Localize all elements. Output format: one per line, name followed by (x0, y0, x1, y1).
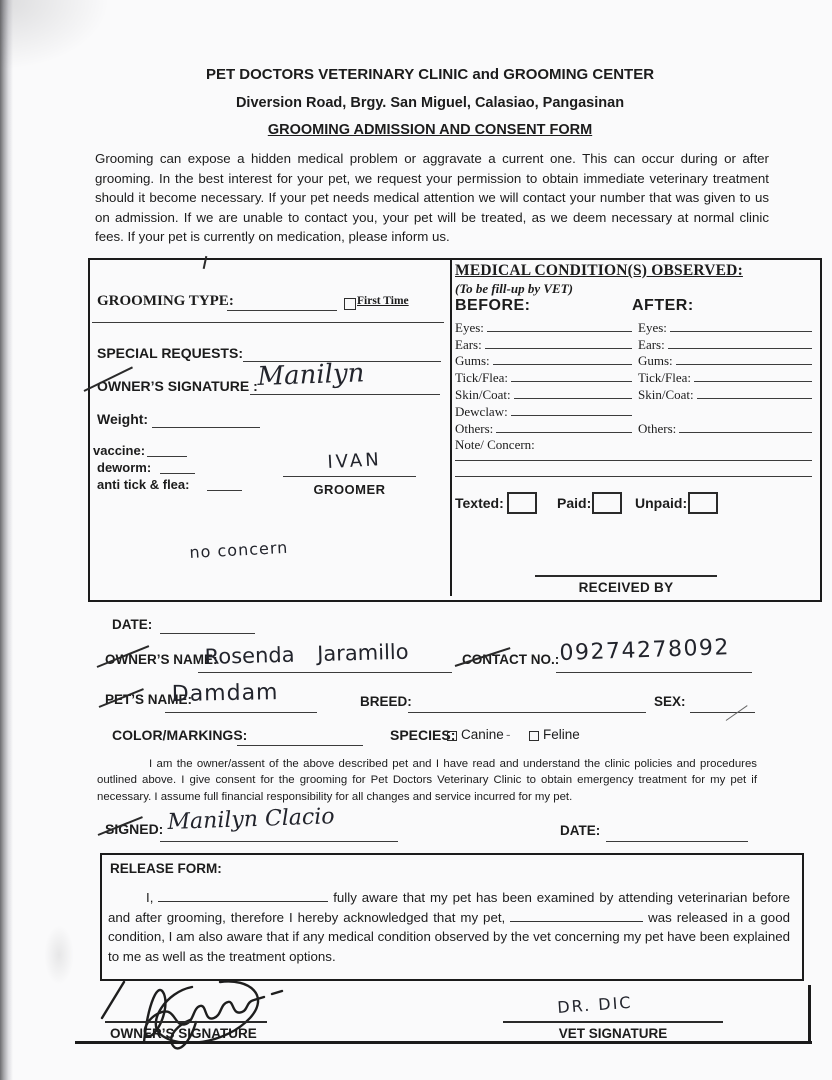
special-requests-label: SPECIAL REQUESTS: (97, 345, 243, 361)
medical-field-row (455, 317, 632, 334)
groomer-label: GROOMER (313, 482, 386, 497)
note-line-2 (455, 476, 812, 477)
unpaid-label: Unpaid: (635, 495, 688, 511)
first-time-checkbox (344, 298, 356, 310)
breed-line (408, 712, 646, 713)
signed-line (160, 841, 398, 842)
feline-checkbox (529, 731, 539, 741)
pet-name-handwriting: Damdam (171, 680, 279, 707)
box-divider-line (450, 260, 452, 596)
field-line (514, 398, 632, 399)
species-canine-label: Canine (461, 727, 504, 742)
medical-field-row (455, 384, 632, 401)
medical-field-label: Ears: (455, 336, 482, 352)
date-line (160, 633, 255, 634)
medical-field-label: Eyes: (638, 319, 667, 335)
date-label: DATE: (112, 617, 153, 632)
canine-checkbox (447, 731, 457, 741)
medical-field-row (455, 367, 632, 384)
medical-title: MEDICAL CONDITION(S) OBSERVED: (455, 262, 743, 279)
before-fields-column (455, 317, 632, 451)
pet-name-line (165, 712, 317, 713)
groomer-line (283, 476, 416, 477)
field-line (493, 364, 632, 365)
medical-field-row (638, 418, 812, 435)
note-concern-label: Note/ Concern: (455, 437, 535, 453)
before-label: BEFORE: (455, 297, 531, 314)
signed-label: SIGNED: (105, 821, 164, 837)
field-line (485, 348, 632, 349)
note-line-1 (455, 460, 812, 461)
field-line (670, 331, 812, 332)
vet-signature-line (503, 1021, 723, 1023)
paid-label: Paid: (557, 495, 592, 511)
grooming-type-line (227, 310, 337, 311)
field-line (511, 381, 632, 382)
deworm-label: deworm: (97, 460, 152, 475)
grooming-extra-line (92, 322, 444, 323)
deworm-line (160, 473, 195, 474)
vaccine-label: vaccine: (93, 443, 146, 458)
pen-mark (726, 705, 748, 721)
owner-name-line (198, 672, 452, 673)
release-text-3: was released in a good condition, I am also aware that if any medical condition observed by the vet concerning my pet have been explained to me as well as the treatment options. (108, 909, 790, 964)
vet-signature-handwriting: DR. DIC (556, 992, 634, 1017)
empty-row (638, 401, 812, 418)
scan-smudge (44, 925, 74, 985)
consent-paragraph: I am the owner/assent of the above described pet and I have read and understand the clinic policies and procedures outlined above. I give consent for the grooming for Pet Doctors Veterinary Clinic to obtain emergency treatment for my pet if necessary. I assume full financial responsibility for all changes and service incurred for my pet. (97, 758, 757, 803)
field-line (496, 432, 632, 433)
release-title: RELEASE FORM: (110, 861, 222, 876)
species-label: SPECIES: (390, 727, 456, 743)
medical-field-label: Gums: (638, 353, 673, 369)
clinic-address: Diversion Road, Brgy. San Miguel, Calasiao, Pangasinan (235, 95, 625, 111)
intro-paragraph: Grooming can expose a hidden medical problem or aggravate a current one. This can occur during or after grooming. In the best interest for your pet, we request your permission to obtain immediate veterinary treatment should it become necessary. If your pet needs medical attention we will contact your number that was given to us on admission. If we are unable to contact you, your pet will be treated, as we deem necessary at normal clinic fees. If your pet is currently on medication, please inform us. (95, 151, 769, 245)
note-concern-row (455, 435, 632, 452)
bottom-rule-riser (808, 985, 811, 1043)
medical-field-label: Eyes: (455, 319, 484, 335)
field-line (511, 415, 632, 416)
form-title: GROOMING ADMISSION AND CONSENT FORM (267, 122, 593, 138)
texted-checkbox (507, 492, 537, 514)
pet-name-label: PET’S NAME: (105, 692, 193, 707)
medical-field-label: Skin/Coat: (638, 386, 694, 402)
owner-name-label: OWNER’S NAME: (105, 652, 218, 667)
bottom-rule-line (75, 1041, 812, 1044)
owner-signature-field-line (250, 394, 440, 395)
vaccine-line (147, 456, 187, 457)
medical-field-label: Tick/Flea: (638, 370, 691, 386)
release-blank-name (158, 888, 328, 902)
field-line (694, 381, 812, 382)
groomer-name-handwriting: IVAN (326, 449, 383, 473)
medical-field-label: Others: (638, 420, 677, 436)
medical-field-label: Skin/Coat: (455, 386, 511, 402)
medical-field-row (455, 334, 632, 351)
sex-label: SEX: (654, 694, 686, 709)
color-markings-label: COLOR/MARKINGS: (112, 727, 248, 743)
received-by-label: RECEIVED BY (578, 580, 674, 595)
release-blank-pet (510, 908, 643, 922)
weight-line (152, 427, 260, 428)
grooming-type-label: GROOMING TYPE: (97, 293, 234, 309)
breed-label: BREED: (360, 694, 412, 709)
contact-label: CONTACT NO.: (462, 652, 560, 667)
medical-field-row (638, 367, 812, 384)
release-text-1: I, (146, 890, 154, 905)
paid-checkbox (592, 492, 622, 514)
owner-signature-field-label: OWNER’S SIGNATURE : (97, 378, 258, 394)
medical-field-label: Gums: (455, 353, 490, 369)
release-text-2: fully aware that my pet has been examined by attending veterinarian before and after grooming, therefore I hereby acknowledged that my pet, (108, 890, 790, 925)
after-label: AFTER: (632, 297, 694, 314)
first-time-label: First Time (357, 295, 409, 307)
release-paragraph (108, 888, 790, 966)
medical-field-row (638, 317, 812, 334)
clinic-name: PET DOCTORS VETERINARY CLINIC and GROOMING CENTER (205, 66, 655, 83)
owner-signature-handwriting: Manilyn (256, 358, 365, 392)
species-separator: - (506, 727, 511, 742)
medical-subtitle: (To be fill-up by VET) (455, 281, 573, 296)
anti-tick-flea-label: anti tick & flea: (97, 477, 190, 492)
field-line (679, 432, 812, 433)
signed-date-label: DATE: (560, 823, 601, 838)
received-by-line (535, 575, 717, 577)
medical-field-row (638, 334, 812, 351)
medical-field-label: Dewclaw: (455, 403, 508, 419)
field-line (697, 398, 812, 399)
medical-field-row (455, 418, 632, 435)
texted-label: Texted: (455, 495, 504, 511)
owner-signature-line (105, 1021, 267, 1023)
owner-signature-label: OWNER’S SIGNATURE (110, 1026, 257, 1041)
vet-signature-label: VET SIGNATURE (558, 1026, 668, 1041)
field-line (487, 331, 632, 332)
scan-corner-shadow (0, 0, 110, 70)
medical-field-row (638, 384, 812, 401)
contact-handwriting: 09274278092 (559, 635, 731, 666)
medical-field-label: Ears: (638, 336, 665, 352)
medical-field-label: Tick/Flea: (455, 370, 508, 386)
signed-handwriting: Manilyn Clacio (167, 804, 335, 835)
contact-line (556, 672, 752, 673)
species-feline-label: Feline (543, 727, 580, 742)
color-markings-line (237, 745, 363, 746)
medical-field-row (638, 351, 812, 368)
medical-field-row (455, 401, 632, 418)
sex-line (690, 712, 755, 713)
medical-field-row (455, 351, 632, 368)
owner-name-handwriting: Rosenda Jaramillo (204, 639, 409, 669)
note-handwriting: no concern (189, 537, 289, 562)
after-fields-column (638, 317, 812, 435)
signed-date-line (606, 841, 748, 842)
weight-label: Weight: (97, 411, 149, 427)
unpaid-checkbox (688, 492, 718, 514)
field-line (676, 364, 812, 365)
field-line (668, 348, 812, 349)
anti-tick-flea-line (207, 490, 242, 491)
scan-edge-shadow (0, 0, 13, 1080)
medical-field-label: Others: (455, 420, 494, 436)
